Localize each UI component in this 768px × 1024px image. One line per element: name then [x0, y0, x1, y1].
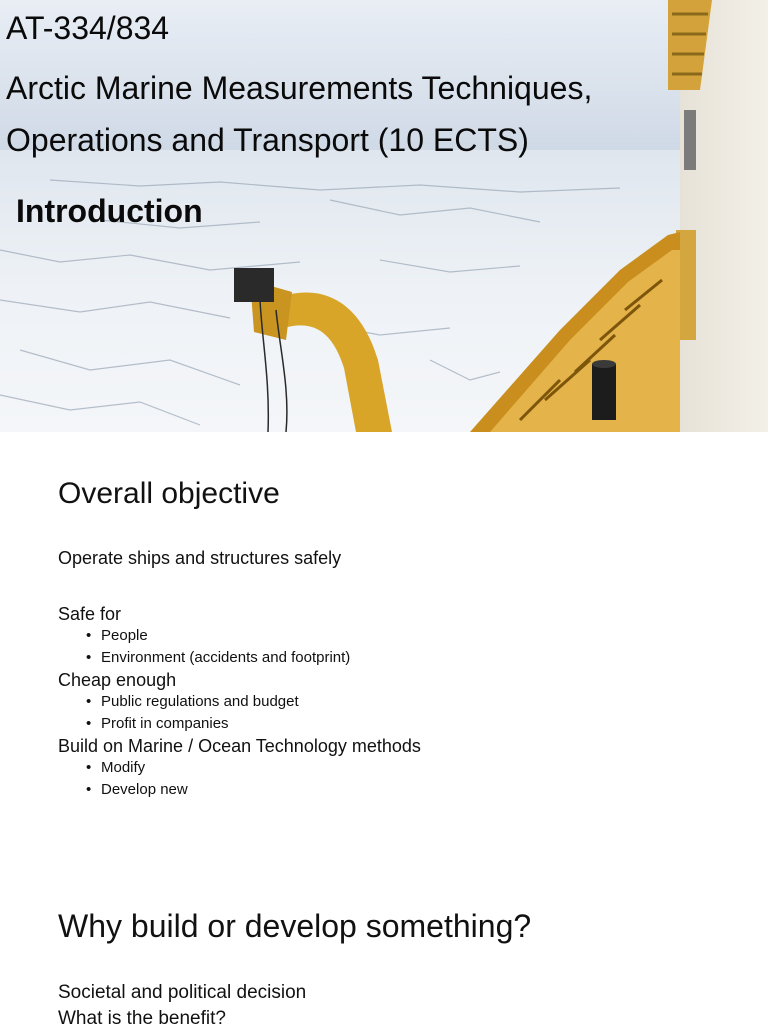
slide-subtitle: Introduction — [16, 193, 203, 229]
why-build-slide — [0, 864, 768, 1024]
list-item: • Public regulations and budget — [86, 691, 718, 713]
course-code: AT-334/834 — [6, 10, 170, 46]
course-title-line-1: Arctic Marine Measurements Techniques, — [6, 70, 593, 106]
list-group-label: Safe for — [58, 604, 122, 624]
list-item: • Modify — [86, 757, 718, 779]
list-item: • Develop new — [86, 779, 718, 801]
list-group — [58, 669, 718, 734]
objective-list — [58, 603, 718, 801]
sub-list — [86, 691, 718, 734]
list-item: • Profit in companies — [86, 713, 718, 735]
objective-statement: Operate ships and structures safely — [58, 548, 342, 568]
list-group-label: Build on Marine / Ocean Technology methods — [58, 736, 421, 756]
list-item: • Environment (accidents and footprint) — [86, 647, 718, 669]
list-group — [58, 735, 718, 800]
sub-list — [86, 757, 718, 800]
title-slide — [0, 0, 768, 432]
body-line: Societal and political decision — [58, 982, 307, 1003]
sub-list — [86, 625, 718, 668]
slide-heading: Why build or develop something? — [58, 908, 532, 944]
course-title — [6, 62, 706, 166]
list-item: • People — [86, 625, 718, 647]
slide-heading: Overall objective — [58, 477, 280, 510]
slide-body — [58, 980, 306, 1024]
list-group — [58, 603, 718, 668]
course-title-line-2: Operations and Transport (10 ECTS) — [6, 122, 529, 158]
body-line: What is the benefit? — [58, 1008, 226, 1024]
list-group-label: Cheap enough — [58, 670, 177, 690]
objective-slide — [0, 432, 768, 864]
